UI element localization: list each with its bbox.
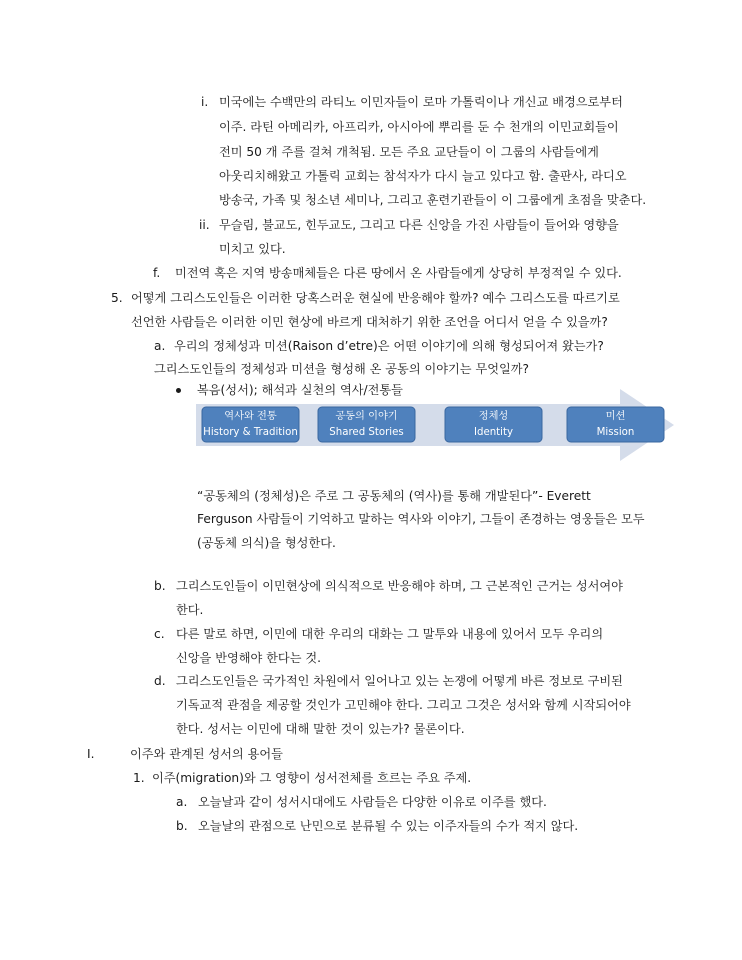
box-1-ko-label: 역사와 전통 [224, 411, 277, 422]
process-arrow-graphic [196, 389, 674, 461]
item-i-line-4: 아웃리치해왔고 가톨릭 교회는 참석자가 다시 늘고 있다고 함. 출판사, 라디오 [219, 169, 627, 183]
box-3-en-label: Identity [473, 427, 514, 438]
item-5-line-1: 어떻게 그리스도인들은 이러한 당혹스러운 현실에 반응해야 할까? 예수 그리스도를 따르기로 [131, 291, 620, 305]
item-i-line-5: 방송국, 가족 및 청소년 세미나, 그리고 훈련기관들이 이 그룹에게 초점을 맞춘다. [219, 193, 647, 207]
item-I-1b-text: 오늘날의 관점으로 난민으로 분류될 수 있는 이주자들의 수가 적지 않다. [198, 819, 579, 833]
item-marker-i: i. [201, 95, 209, 109]
process-diagram [196, 389, 674, 461]
box-2-en-label: Shared Stories [329, 427, 404, 438]
item-marker-b: b. [154, 579, 166, 593]
quote-line-2: Ferguson 사람들이 기억하고 말하는 역사와 이야기, 그들이 존경하는 영웅들은 모두 [197, 512, 645, 526]
item-marker-c: c. [154, 627, 165, 641]
item-marker-I: I. [87, 747, 95, 761]
item-ii-line-2: 미치고 있다. [219, 242, 286, 256]
item-I-1a-text: 오늘날과 같이 성서시대에도 사람들은 다양한 이유로 이주를 했다. [198, 795, 547, 809]
box-3-ko-label: 정체성 [478, 411, 509, 422]
item-I-1-text: 이주(migration)와 그 영향이 성서전체를 흐르는 주요 주제. [152, 771, 472, 785]
item-b-line-2: 한다. [176, 603, 204, 617]
bullet-dot-icon [176, 388, 181, 393]
item-c-line-1: 다른 말로 하면, 이민에 대한 우리의 대화는 그 말투와 내용에 있어서 모두 우리의 [176, 627, 604, 641]
item-5-line-2: 선언한 사람들은 이러한 이민 현상에 바르게 대처하기 위한 조언을 어디서 얻을 수 있을까? [131, 315, 608, 329]
section-I-title: 이주와 관계된 성서의 용어들 [130, 747, 283, 761]
item-marker-I-1b: b. [176, 819, 188, 833]
item-marker-f: f. [153, 266, 161, 280]
item-5a-line-2: 그리스도인들의 정체성과 미션을 형성해 온 공동의 이야기는 무엇일까? [154, 362, 530, 376]
box-4-ko-label: 미션 [605, 411, 626, 422]
box-1-en-label: History & Tradition [203, 427, 298, 438]
item-i-line-3: 전미 50 개 주를 걸쳐 개척됨. 모든 주요 교단들이 이 그룹의 사람들에게 [219, 145, 599, 159]
quote-line-3: (공동체 의식)을 형성한다. [197, 536, 336, 550]
item-marker-ii: ii. [199, 218, 210, 232]
item-5a-line-1: 우리의 정체성과 미션(Raison d’etre)은 어떤 이야기에 의해 형성되어져 왔는가? [174, 339, 604, 353]
box-2-ko-label: 공동의 이야기 [335, 411, 398, 422]
item-marker-d: d. [154, 674, 166, 688]
box-4-en-label: Mission [596, 427, 635, 438]
item-i-line-1: 미국에는 수백만의 라티노 이민자들이 로마 가톨릭이나 개신교 배경으로부터 [219, 95, 623, 109]
item-c-line-2: 신앙을 반영해야 한다는 것. [176, 651, 322, 665]
item-f-line: 미전역 혹은 지역 방송매체들은 다른 땅에서 온 사람들에게 상당히 부정적일 수 있다. [175, 266, 622, 280]
item-marker-5a: a. [154, 339, 166, 353]
item-ii-line-1: 무슬림, 불교도, 힌두교도, 그리고 다른 신앙을 가진 사람들이 들어와 영향을 [219, 218, 619, 232]
item-i-line-2: 이주. 라틴 아메리카, 아프리카, 아시아에 뿌리를 둔 수 천개의 이민교회들이 [219, 120, 619, 134]
item-d-line-1: 그리스도인들은 국가적인 차원에서 일어나고 있는 논쟁에 어떻게 바른 정보로 구비된 [176, 674, 623, 688]
bullet-text: 복음(성서); 해석과 실천의 역사/전통들 [197, 383, 403, 397]
item-marker-I-1: 1. [133, 771, 145, 785]
quote-line-1: “공동체의 (정체성)은 주로 그 공동체의 (역사)를 통해 개발된다”- Everett [197, 489, 591, 503]
item-d-line-3: 한다. 성서는 이민에 대해 말한 것이 있는가? 물론이다. [176, 722, 465, 736]
item-b-line-1: 그리스도인들이 이민현상에 의식적으로 반응해야 하며, 그 근본적인 근거는 성서여야 [176, 579, 623, 593]
item-marker-I-1a: a. [176, 795, 188, 809]
item-d-line-2: 기독교적 관점을 제공할 것인가 고민해야 한다. 그리고 그것은 성서와 함께 시작되어야 [176, 698, 631, 712]
item-marker-5: 5. [111, 291, 123, 305]
